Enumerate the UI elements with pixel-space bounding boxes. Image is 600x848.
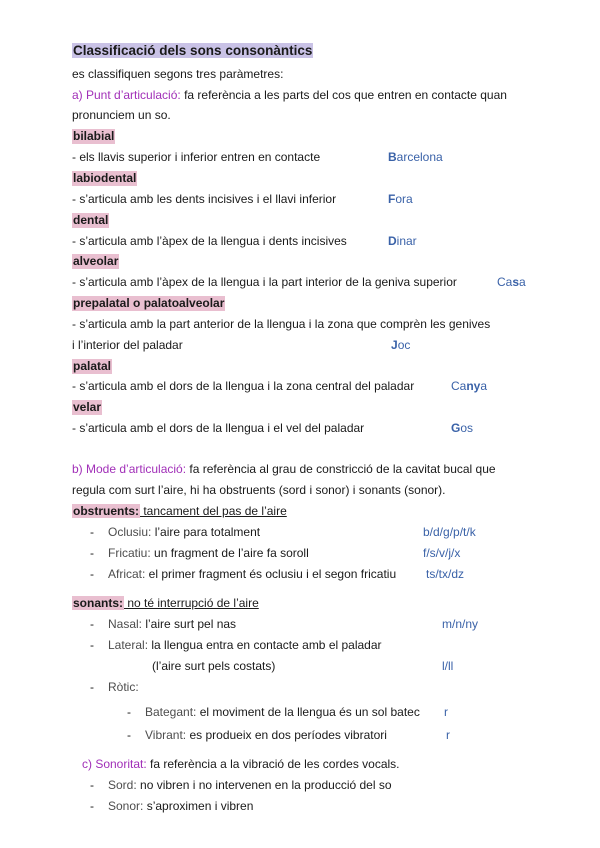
obstruents-heading-line: [72, 504, 287, 519]
heading-labiodental: labiodental: [73, 171, 137, 185]
heading-prepalatal: prepalatal o palatoalveolar: [73, 296, 225, 310]
section-c-line: [82, 757, 400, 772]
sonants-desc: no té interrupció de l’aire: [124, 596, 259, 610]
list-item-lateral: Lateral: la llengua entra en contacte amb el paladar: [108, 638, 382, 652]
heading-alveolar: alveolar: [73, 254, 119, 268]
list-item-bategant: Bategant: el moviment de la llengua és un sol batec: [145, 705, 420, 719]
heading-velar: velar: [73, 400, 102, 414]
list-dash: -: [127, 705, 131, 719]
example-prepalatal: Joc: [391, 338, 411, 352]
example-fricatiu: f/s/v/j/x: [423, 546, 461, 560]
list-item-nasal: Nasal: l’aire surt pel nas: [108, 617, 237, 631]
page-title: Classificació dels sons consonàntics: [73, 43, 313, 58]
obstruents-desc: tancament del pas de l’aire: [140, 504, 287, 518]
list-dash: -: [90, 567, 94, 581]
list-item-rotic: Ròtic:: [108, 680, 139, 694]
section-a-text: fa referència a les parts del cos que entren en contacte quan: [180, 88, 507, 102]
intro-text: es classifiquen segons tres paràmetres:: [72, 67, 284, 81]
example-bategant: r: [444, 705, 448, 719]
desc-dental: - s’articula amb l’àpex de la llengua i dents incisives: [72, 234, 347, 248]
list-dash: -: [90, 799, 94, 813]
section-b-text: fa referència al grau de constricció de la cavitat bucal que: [186, 462, 496, 476]
section-a-line2: pronunciem un so.: [72, 108, 171, 122]
list-dash: -: [90, 546, 94, 560]
example-palatal: Canya: [451, 379, 488, 393]
example-oclusiu: b/d/g/p/t/k: [423, 525, 476, 539]
desc-velar: - s’articula amb el dors de la llengua i el vel del paladar: [72, 421, 365, 435]
desc-bilabial: - els llavis superior i inferior entren en contacte: [72, 150, 321, 164]
heading-palatal: palatal: [73, 359, 112, 373]
list-dash: -: [90, 525, 94, 539]
list-dash: -: [90, 778, 94, 792]
list-dash: -: [127, 728, 131, 742]
desc-alveolar: - s’articula amb l’àpex de la llengua i la part interior de la geniva superior: [72, 275, 457, 289]
list-item-fricatiu: Fricatiu: un fragment de l’aire fa soroll: [108, 546, 309, 560]
example-dental: Dinar: [388, 234, 417, 248]
section-a-label: a) Punt d’articulació:: [72, 88, 181, 102]
heading-sonants: sonants:: [73, 596, 124, 610]
desc-prepalatal: - s’articula amb la part anterior de la llengua i la zona que comprèn les genives: [72, 317, 491, 331]
example-africat: ts/tx/dz: [426, 567, 465, 581]
section-a-line1: [72, 88, 507, 103]
example-velar: Gos: [451, 421, 474, 435]
list-item-vibrant: Vibrant: es produeix en dos períodes vibratori: [145, 728, 387, 742]
example-alveolar: Casa: [497, 275, 526, 289]
example-nasal: m/n/ny: [442, 617, 479, 631]
desc-palatal: - s’articula amb el dors de la llengua i la zona central del paladar: [72, 379, 415, 393]
desc-prepalatal-2: i l’interior del paladar: [72, 338, 183, 352]
section-c-text: fa referència a la vibració de les cordes vocals.: [146, 757, 400, 771]
heading-dental: dental: [73, 213, 109, 227]
section-b-line2: regula com surt l’aire, hi ha obstruents (sord i sonor) i sonants (sonor).: [72, 483, 446, 497]
section-b-line1: [72, 462, 496, 477]
list-item-oclusiu: Oclusiu: l’aire para totalment: [108, 525, 261, 539]
list-item-sord: Sord: no vibren i no intervenen en la producció del so: [108, 778, 392, 792]
list-dash: -: [90, 617, 94, 631]
desc-labiodental: - s’articula amb les dents incisives i el llavi inferior: [72, 192, 337, 206]
example-bilabial: Barcelona: [388, 150, 443, 164]
heading-bilabial: bilabial: [73, 129, 115, 143]
example-labiodental: Fora: [388, 192, 413, 206]
list-item-africat: Africat: el primer fragment és oclusiu i el segon fricatiu: [108, 567, 397, 581]
heading-obstruents: obstruents:: [73, 504, 139, 518]
list-dash: -: [90, 680, 94, 694]
example-vibrant: r: [446, 728, 450, 742]
list-item-sonor: Sonor: s’aproximen i vibren: [108, 799, 254, 813]
section-c-label: c) Sonoritat:: [82, 757, 147, 771]
lateral-desc-2: (l’aire surt pels costats): [152, 659, 276, 673]
section-b-label: b) Mode d’articulació:: [72, 462, 187, 476]
sonants-heading-line: [72, 596, 259, 611]
example-lateral: l/ll: [442, 659, 454, 673]
list-dash: -: [90, 638, 94, 652]
